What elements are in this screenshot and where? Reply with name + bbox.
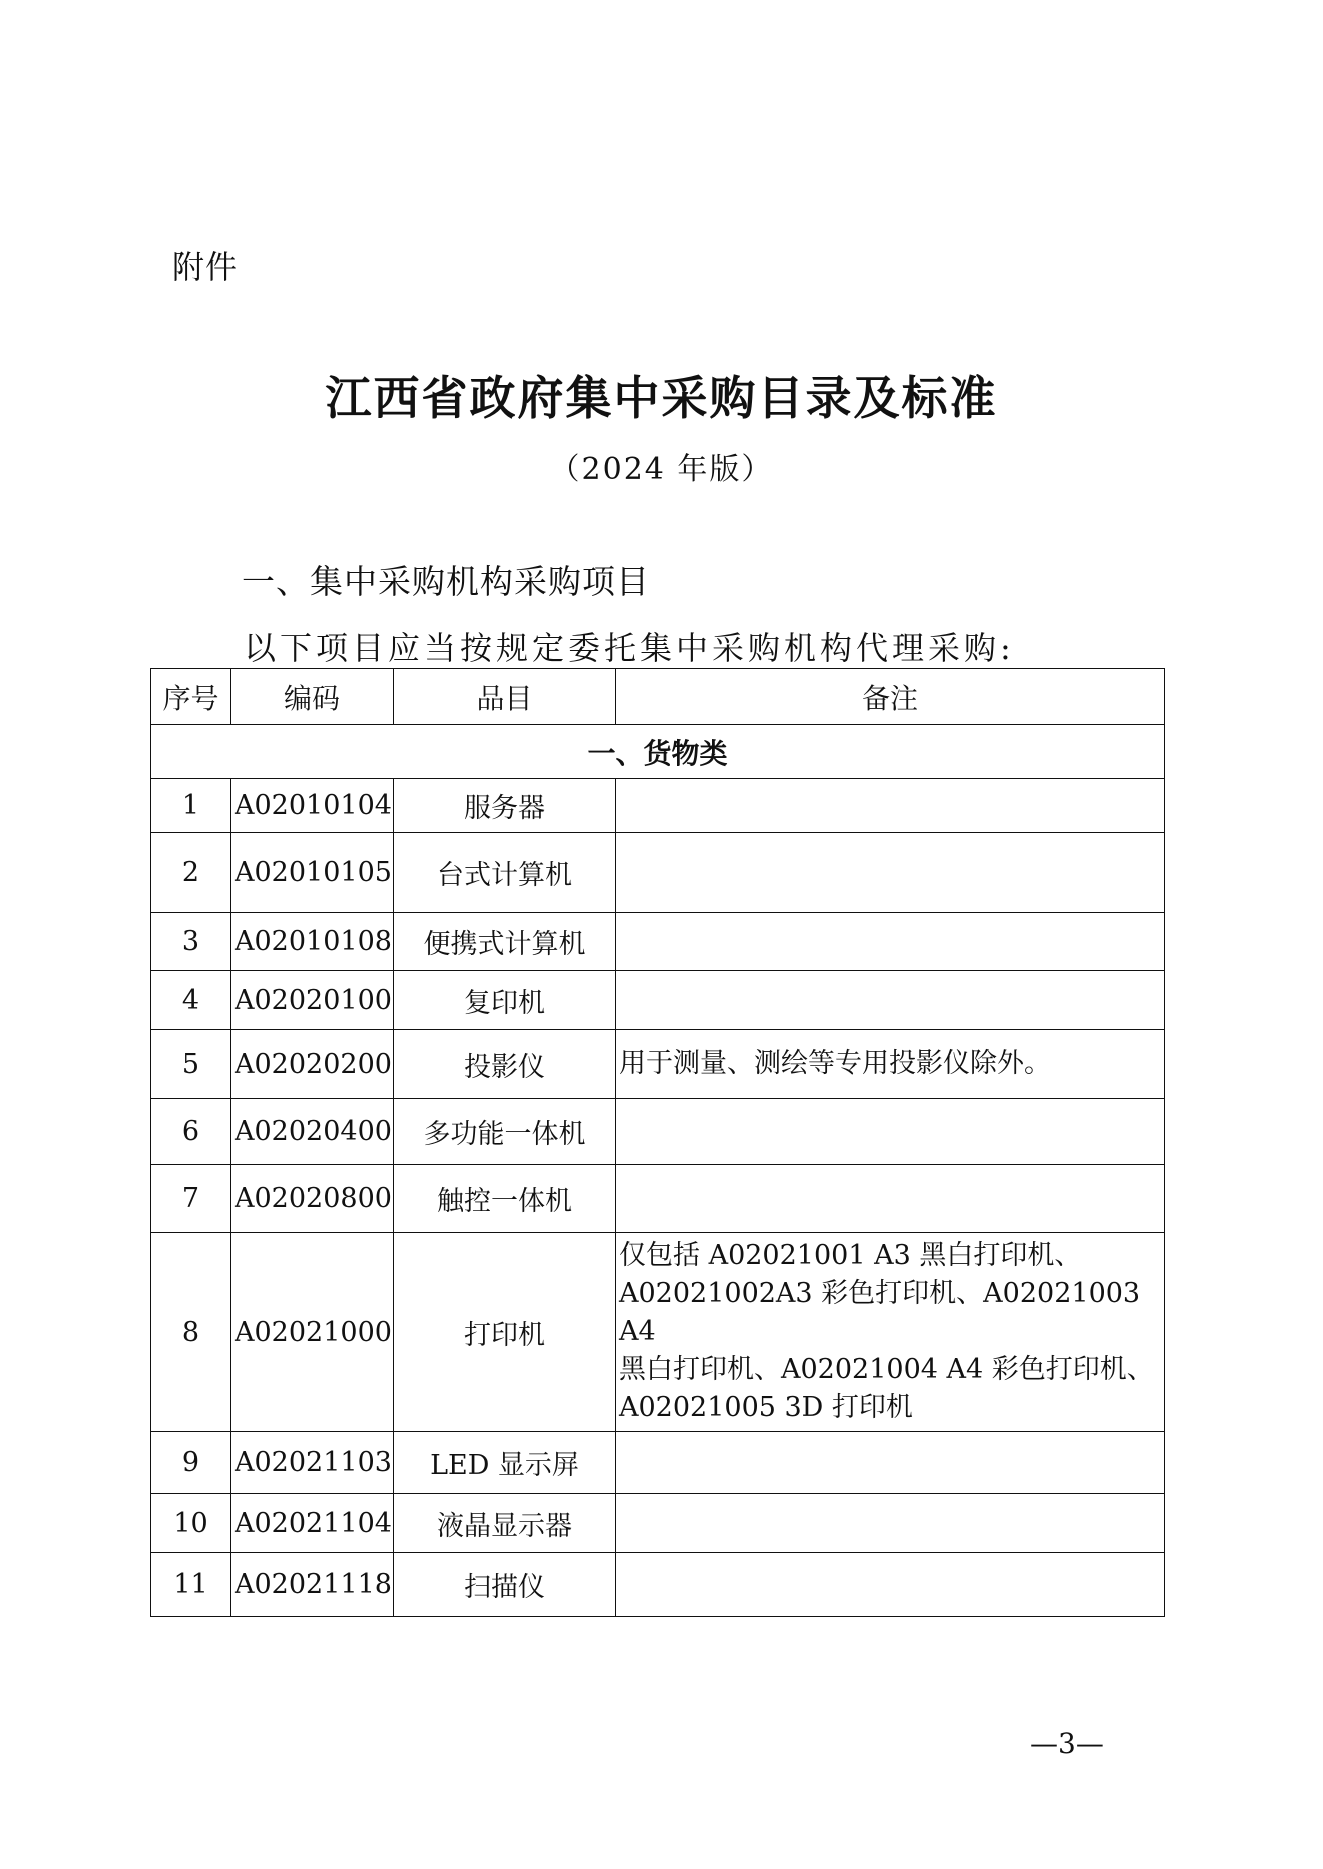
row-item: LED 显示屏: [394, 1432, 616, 1494]
category-goods: 一、货物类: [151, 725, 1165, 779]
category-row: [151, 725, 1165, 779]
procurement-catalog-table: [150, 668, 1165, 1617]
row-code: A02021118: [231, 1553, 394, 1617]
row-code: A02021103: [231, 1432, 394, 1494]
row-serial-number: 10: [151, 1494, 231, 1553]
row-remark: [616, 1099, 1165, 1165]
table-row: [151, 1553, 1165, 1617]
remark-line: 仅包括 A02021001 A3 黑白打印机、: [619, 1240, 1082, 1271]
row-item: 打印机: [394, 1233, 616, 1432]
row-remark: 用于测量、测绘等专用投影仪除外。: [616, 1030, 1165, 1099]
row-item: 液晶显示器: [394, 1494, 616, 1553]
row-remark: [616, 1233, 1165, 1432]
row-item: 复印机: [394, 971, 616, 1030]
row-remark: [616, 1553, 1165, 1617]
row-item: 便携式计算机: [394, 913, 616, 971]
row-serial-number: 8: [151, 1233, 231, 1432]
header-remark: 备注: [616, 669, 1165, 725]
row-code: A02010105: [231, 833, 394, 913]
header-serial-number: 序号: [151, 669, 231, 725]
table-row: [151, 1165, 1165, 1233]
table-row: [151, 833, 1165, 913]
row-code: A02020400: [231, 1099, 394, 1165]
row-serial-number: 1: [151, 779, 231, 833]
row-serial-number: 4: [151, 971, 231, 1030]
table-row: [151, 1432, 1165, 1494]
row-remark: [616, 1165, 1165, 1233]
row-item: 投影仪: [394, 1030, 616, 1099]
row-item: 多功能一体机: [394, 1099, 616, 1165]
table-row: [151, 1494, 1165, 1553]
table-header-row: [151, 669, 1165, 725]
table-row: [151, 913, 1165, 971]
remark-line: A02021002A3 彩色打印机、A02021003 A4: [619, 1278, 1141, 1347]
row-serial-number: 5: [151, 1030, 231, 1099]
row-serial-number: 3: [151, 913, 231, 971]
row-serial-number: 11: [151, 1553, 231, 1617]
row-code: A02020100: [231, 971, 394, 1030]
table-row: [151, 1099, 1165, 1165]
row-code: A02020200: [231, 1030, 394, 1099]
row-remark: [616, 1432, 1165, 1494]
row-serial-number: 9: [151, 1432, 231, 1494]
row-code: A02021104: [231, 1494, 394, 1553]
row-serial-number: 2: [151, 833, 231, 913]
header-item: 品目: [394, 669, 616, 725]
table-row: [151, 971, 1165, 1030]
attachment-label: 附件: [172, 248, 239, 286]
document-title: 江西省政府集中采购目录及标准: [325, 371, 998, 425]
row-remark: [616, 971, 1165, 1030]
row-item: 服务器: [394, 779, 616, 833]
row-code: A02010104: [231, 779, 394, 833]
table-row: [151, 1030, 1165, 1099]
row-code: A02010108: [231, 913, 394, 971]
row-item: 扫描仪: [394, 1553, 616, 1617]
document-subtitle: （2024 年版）: [549, 452, 774, 487]
intro-paragraph: 以下项目应当按规定委托集中采购机构代理采购:: [244, 629, 1015, 667]
row-code: A02021000: [231, 1233, 394, 1432]
table-row: [151, 1233, 1165, 1432]
page-number: —3—: [1030, 1727, 1104, 1760]
row-serial-number: 7: [151, 1165, 231, 1233]
remark-line: 黑白打印机、A02021004 A4 彩色打印机、: [619, 1354, 1154, 1385]
row-item: 台式计算机: [394, 833, 616, 913]
row-item: 触控一体机: [394, 1165, 616, 1233]
row-code: A02020800: [231, 1165, 394, 1233]
row-serial-number: 6: [151, 1099, 231, 1165]
table-row: [151, 779, 1165, 833]
remark-line: A02021005 3D 打印机: [619, 1392, 913, 1423]
row-remark: [616, 1494, 1165, 1553]
row-remark: [616, 833, 1165, 913]
header-code: 编码: [231, 669, 394, 725]
row-remark: [616, 779, 1165, 833]
row-remark: [616, 913, 1165, 971]
section-heading: 一、集中采购机构采购项目: [242, 562, 650, 601]
